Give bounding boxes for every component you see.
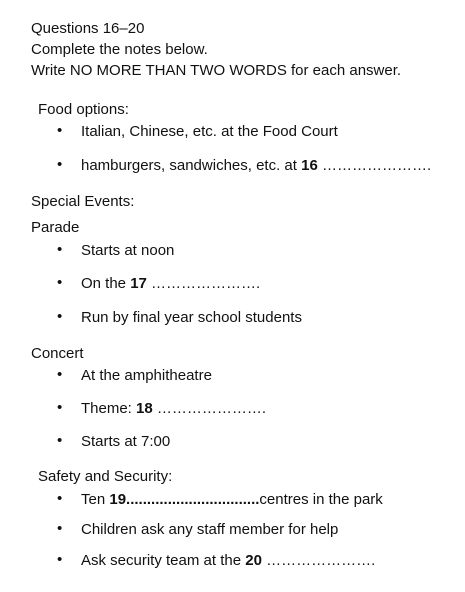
parade-item-text: Starts at noon bbox=[81, 242, 175, 259]
answer-blank-16[interactable]: …………………. bbox=[317, 157, 432, 174]
safety-item-text: Ask security team at the 20 …………………. bbox=[81, 552, 376, 569]
bullet-icon bbox=[57, 123, 65, 131]
bullet-icon bbox=[57, 275, 65, 283]
bullet-icon bbox=[57, 552, 65, 560]
answer-blank-17[interactable]: …………………. bbox=[146, 275, 261, 292]
answer-blank-20[interactable]: …………………. bbox=[261, 552, 376, 569]
answer-blank-18[interactable]: …………………. bbox=[152, 400, 267, 417]
special-events-heading: Special Events: bbox=[31, 193, 135, 210]
bullet-icon bbox=[57, 157, 65, 165]
concert-item-text: Theme: 18 …………………. bbox=[81, 400, 267, 417]
food-options-heading: Food options: bbox=[38, 101, 129, 118]
questions-heading: Questions 16–20 bbox=[31, 20, 145, 37]
concert-heading: Concert bbox=[31, 345, 84, 362]
question-number-20: 20 bbox=[245, 552, 262, 569]
question-number-17: 17 bbox=[130, 275, 147, 292]
safety-item-text: Ten 19................................centres in the park bbox=[81, 491, 383, 508]
concert-item-text: Starts at 7:00 bbox=[81, 433, 171, 450]
food-item-text: Italian, Chinese, etc. at the Food Court bbox=[81, 123, 338, 140]
bullet-icon bbox=[57, 367, 65, 375]
bullet-icon bbox=[57, 242, 65, 250]
instruction-word-limit: Write NO MORE THAN TWO WORDS for each answer. bbox=[31, 62, 402, 79]
bullet-icon bbox=[57, 400, 65, 408]
bullet-icon bbox=[57, 309, 65, 317]
safety-security-heading: Safety and Security: bbox=[38, 468, 173, 485]
instruction-complete-notes: Complete the notes below. bbox=[31, 41, 208, 58]
bullet-icon bbox=[57, 433, 65, 441]
bullet-icon bbox=[57, 521, 65, 529]
parade-item-text: Run by final year school students bbox=[81, 309, 302, 326]
question-number-16: 16 bbox=[301, 157, 318, 174]
parade-heading: Parade bbox=[31, 219, 80, 236]
concert-item-text: At the amphitheatre bbox=[81, 367, 212, 384]
food-item-text: hamburgers, sandwiches, etc. at 16 …………………. bbox=[81, 157, 432, 174]
safety-item-text: Children ask any staff member for help bbox=[81, 521, 339, 538]
bullet-icon bbox=[57, 491, 65, 499]
question-number-19[interactable]: 19................................ bbox=[109, 491, 260, 508]
parade-item-text: On the 17 …………………. bbox=[81, 275, 261, 292]
question-number-18: 18 bbox=[136, 400, 153, 417]
